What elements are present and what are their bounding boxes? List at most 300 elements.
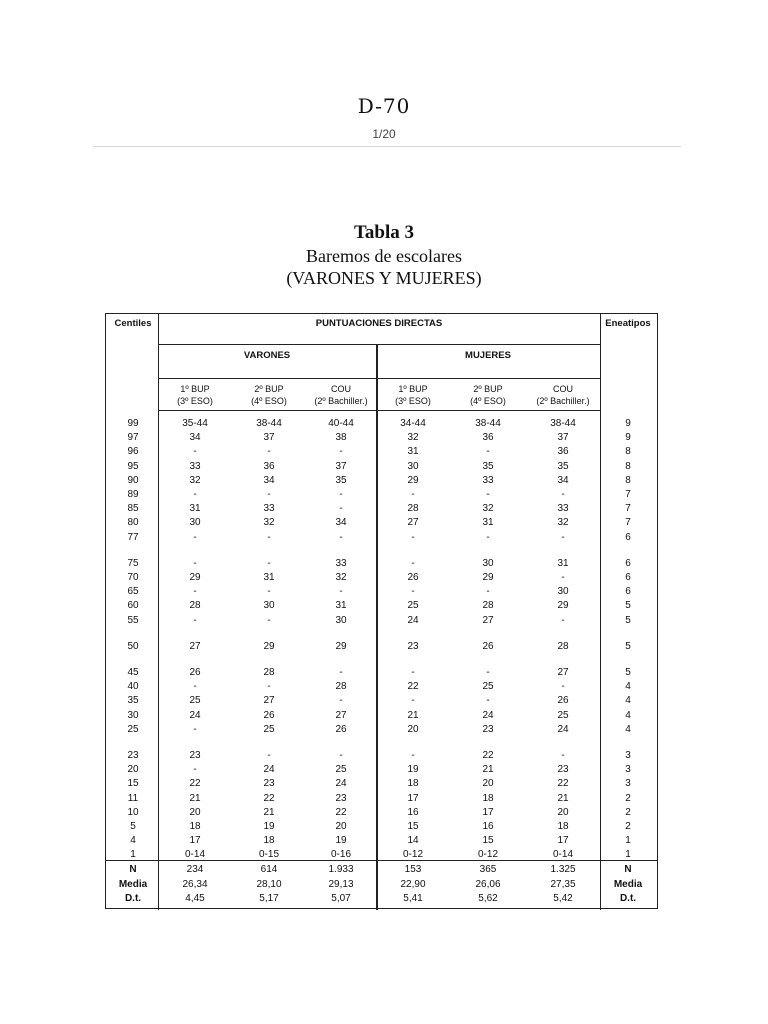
- score-cell: 22: [407, 681, 419, 693]
- summary-value: 234: [186, 864, 204, 875]
- score-cell: 23: [557, 764, 569, 776]
- table-row: [106, 557, 657, 571]
- eneatipo-cell: 7: [625, 517, 631, 529]
- header-mujeres: MUJERES: [465, 350, 511, 361]
- score-cell: 31: [263, 572, 275, 583]
- score-cell: -: [486, 667, 490, 678]
- score-cell: 0-12: [402, 849, 423, 861]
- score-cell: 23: [335, 792, 347, 804]
- summary-label: N: [624, 864, 632, 875]
- score-cell: 30: [189, 517, 201, 529]
- eneatipo-cell: 3: [625, 764, 631, 776]
- eneatipo-cell: 8: [625, 460, 631, 472]
- centile-cell: 45: [127, 667, 139, 678]
- eneatipo-cell: 3: [625, 778, 631, 790]
- score-cell: -: [486, 586, 490, 598]
- subheader-line1: 2º BUP: [254, 384, 284, 394]
- table-row: [106, 460, 657, 474]
- centile-cell: 89: [127, 489, 139, 500]
- score-cell: 22: [189, 778, 201, 790]
- score-cell: -: [267, 586, 271, 598]
- score-cell: 34: [335, 517, 347, 529]
- score-cell: -: [193, 614, 197, 626]
- table-row: [106, 792, 657, 806]
- score-cell: 33: [557, 503, 569, 515]
- score-cell: 19: [407, 764, 419, 776]
- table-row: [106, 502, 657, 516]
- score-cell: 25: [335, 764, 347, 776]
- score-cell: 30: [263, 600, 275, 612]
- centile-cell: 1: [130, 849, 136, 861]
- subheader-level: [232, 383, 306, 407]
- summary-value: 5,41: [403, 893, 423, 904]
- header-eneatipos: Eneatipos: [605, 318, 651, 329]
- score-cell: 0-14: [184, 849, 205, 861]
- score-cell: 33: [482, 474, 494, 486]
- score-cell: 37: [263, 432, 275, 444]
- score-cell: 22: [335, 806, 347, 818]
- score-cell: -: [486, 446, 490, 458]
- score-cell: 0-15: [258, 849, 279, 861]
- score-cell: 29: [263, 640, 275, 652]
- summary-value: 5,17: [259, 893, 279, 904]
- score-cell: 30: [557, 586, 569, 598]
- summary-value: 26,06: [475, 878, 501, 890]
- footer-divider: [106, 860, 657, 861]
- score-cell: 24: [263, 764, 275, 776]
- score-cell: 32: [557, 517, 569, 529]
- score-cell: 21: [482, 764, 494, 776]
- score-cell: 33: [189, 460, 201, 472]
- score-cell: 32: [407, 432, 419, 444]
- score-cell: 32: [482, 503, 494, 515]
- summary-row: [106, 892, 657, 907]
- centile-cell: 5: [130, 821, 136, 832]
- centile-cell: 10: [127, 806, 139, 818]
- score-cell: 26: [482, 640, 494, 652]
- score-cell: 25: [482, 681, 494, 693]
- score-cell: 31: [482, 517, 494, 529]
- header-varones: VARONES: [243, 350, 291, 361]
- subheader-line2: (4º ESO): [251, 396, 287, 406]
- subheader-level: [306, 383, 376, 407]
- score-cell: 22: [263, 792, 275, 804]
- table-row: [106, 749, 657, 763]
- centile-cell: 70: [127, 572, 139, 583]
- score-cell: 29: [482, 572, 494, 583]
- centile-cell: 96: [127, 446, 139, 458]
- subheader-line1: 1º BUP: [398, 384, 428, 394]
- eneatipo-cell: 5: [625, 640, 631, 652]
- summary-label: N: [129, 864, 137, 875]
- group-divider: [376, 344, 378, 910]
- subheader-level: [158, 383, 232, 407]
- table-row: [106, 516, 657, 530]
- subheader-line2: (2º Bachiller.): [536, 396, 590, 406]
- score-cell: -: [267, 531, 271, 543]
- score-cell: 30: [335, 614, 347, 626]
- score-cell: 0-16: [330, 849, 351, 861]
- subheader-line1: 1º BUP: [180, 384, 210, 394]
- score-cell: 19: [263, 821, 275, 832]
- score-cell: -: [411, 531, 415, 543]
- score-cell: 32: [263, 517, 275, 529]
- score-cell: 18: [189, 821, 201, 832]
- score-cell: 0-12: [477, 849, 498, 861]
- summary-label: D.t.: [619, 893, 637, 904]
- subheader-line1: COU: [331, 384, 351, 394]
- score-cell: -: [561, 489, 565, 500]
- score-cell: 40-44: [328, 418, 354, 429]
- summary-value: 5,62: [478, 893, 498, 904]
- eneatipo-cell: 6: [625, 572, 631, 583]
- score-cell: 18: [407, 778, 419, 790]
- centile-cell: 11: [127, 792, 139, 804]
- score-cell: -: [267, 614, 271, 626]
- score-cell: 26: [557, 695, 569, 707]
- subheader-line1: 2º BUP: [473, 384, 503, 394]
- row-divider: [158, 410, 600, 411]
- score-cell: 35: [557, 460, 569, 472]
- score-cell: 15: [482, 835, 494, 847]
- subheader-line2: (3º ESO): [177, 396, 213, 406]
- eneatipo-cell: 9: [625, 432, 631, 444]
- score-cell: 34: [557, 474, 569, 486]
- table-row: [106, 614, 657, 628]
- score-cell: 30: [482, 557, 494, 569]
- table-row: [106, 694, 657, 708]
- score-cell: 26: [263, 709, 275, 721]
- centile-cell: 55: [127, 614, 139, 626]
- summary-value: 4,45: [185, 893, 205, 904]
- table-row: [106, 488, 657, 502]
- eneatipo-cell: 4: [625, 709, 631, 721]
- score-cell: 28: [482, 600, 494, 612]
- score-cell: 28: [263, 667, 275, 678]
- eneatipo-cell: 1: [625, 849, 631, 861]
- table-row: [106, 585, 657, 599]
- table-row: [106, 723, 657, 737]
- subheader-line1: COU: [553, 384, 573, 394]
- score-cell: 29: [557, 600, 569, 612]
- score-cell: 22: [482, 750, 494, 761]
- score-cell: 28: [189, 600, 201, 612]
- centile-cell: 75: [127, 557, 139, 569]
- summary-value: 29,13: [328, 878, 354, 890]
- score-cell: -: [339, 531, 343, 543]
- score-cell: 21: [407, 709, 419, 721]
- summary-value: 5,07: [331, 893, 351, 904]
- summary-value: 1.325: [550, 864, 576, 875]
- subheader-line2: (3º ESO): [395, 396, 431, 406]
- summary-label: D.t.: [124, 893, 142, 904]
- score-cell: 31: [557, 557, 569, 569]
- eneatipo-cell: 4: [625, 681, 631, 693]
- table-row: [106, 834, 657, 848]
- score-cell: 29: [407, 474, 419, 486]
- table-row: [106, 763, 657, 777]
- score-cell: -: [193, 723, 197, 735]
- score-cell: 26: [189, 667, 201, 678]
- score-cell: 36: [482, 432, 494, 444]
- score-cell: -: [267, 750, 271, 761]
- score-cell: 37: [557, 432, 569, 444]
- score-cell: -: [339, 750, 343, 761]
- score-cell: 32: [335, 572, 347, 583]
- score-cell: -: [561, 681, 565, 693]
- score-cell: 27: [335, 709, 347, 721]
- score-cell: 31: [407, 446, 419, 458]
- score-cell: 20: [189, 806, 201, 818]
- centile-cell: 60: [127, 600, 139, 612]
- eneatipo-cell: 3: [625, 750, 631, 761]
- column-divider: [600, 314, 601, 910]
- centile-cell: 50: [127, 640, 139, 652]
- summary-value: 614: [260, 864, 278, 875]
- summary-value: 153: [404, 864, 422, 875]
- header-puntuaciones: PUNTUACIONES DIRECTAS: [315, 318, 443, 329]
- score-cell: -: [339, 695, 343, 707]
- score-cell: 18: [263, 835, 275, 847]
- score-cell: 0-14: [552, 849, 573, 861]
- score-cell: 24: [189, 709, 201, 721]
- score-cell: -: [193, 764, 197, 776]
- score-cell: 14: [407, 835, 419, 847]
- table-row: [106, 806, 657, 820]
- eneatipo-cell: 5: [625, 667, 631, 678]
- score-cell: -: [411, 489, 415, 500]
- table-row: [106, 571, 657, 585]
- score-cell: 15: [407, 821, 419, 832]
- baremos-table: [105, 313, 658, 909]
- centile-cell: 35: [127, 695, 139, 707]
- score-cell: -: [411, 750, 415, 761]
- score-cell: -: [339, 586, 343, 598]
- centile-cell: 99: [127, 418, 139, 429]
- score-cell: 24: [557, 723, 569, 735]
- eneatipo-cell: 5: [625, 600, 631, 612]
- score-cell: -: [339, 503, 343, 515]
- centile-cell: 40: [127, 681, 139, 693]
- score-cell: -: [193, 557, 197, 569]
- eneatipo-cell: 1: [625, 835, 631, 847]
- centile-cell: 30: [127, 709, 139, 721]
- score-cell: 31: [335, 600, 347, 612]
- score-cell: 26: [407, 572, 419, 583]
- eneatipo-cell: 6: [625, 557, 631, 569]
- score-cell: 21: [263, 806, 275, 818]
- score-cell: 18: [557, 821, 569, 832]
- score-cell: 17: [557, 835, 569, 847]
- score-cell: 33: [335, 557, 347, 569]
- score-cell: 35: [482, 460, 494, 472]
- score-cell: 29: [335, 640, 347, 652]
- table-row: [106, 777, 657, 791]
- table-row: [106, 640, 657, 654]
- score-cell: 27: [482, 614, 494, 626]
- score-cell: 17: [189, 835, 201, 847]
- summary-label: Media: [613, 878, 643, 890]
- score-cell: -: [561, 531, 565, 543]
- score-cell: -: [193, 681, 197, 693]
- score-cell: -: [193, 586, 197, 598]
- score-cell: 19: [335, 835, 347, 847]
- score-cell: -: [486, 531, 490, 543]
- centile-cell: 97: [127, 432, 139, 444]
- score-cell: 34: [189, 432, 201, 444]
- score-cell: -: [486, 489, 490, 500]
- score-cell: 20: [407, 723, 419, 735]
- score-cell: 21: [189, 792, 201, 804]
- score-cell: 34: [263, 474, 275, 486]
- score-cell: 24: [407, 614, 419, 626]
- row-divider: [158, 344, 600, 345]
- score-cell: 23: [263, 778, 275, 790]
- score-cell: 38-44: [475, 418, 501, 429]
- table-row: [106, 431, 657, 445]
- score-cell: 20: [482, 778, 494, 790]
- eneatipo-cell: 7: [625, 489, 631, 500]
- score-cell: 21: [557, 792, 569, 804]
- table-row: [106, 820, 657, 834]
- score-cell: 17: [407, 792, 419, 804]
- score-cell: -: [267, 489, 271, 500]
- table-row: [106, 666, 657, 680]
- summary-value: 27,35: [550, 878, 576, 890]
- score-cell: -: [267, 681, 271, 693]
- eneatipo-cell: 2: [625, 806, 631, 818]
- score-cell: 25: [407, 600, 419, 612]
- summary-value: 22,90: [400, 878, 426, 890]
- score-cell: 28: [557, 640, 569, 652]
- column-divider: [158, 314, 159, 910]
- table-row: [106, 709, 657, 723]
- score-cell: -: [267, 446, 271, 458]
- score-cell: 25: [189, 695, 201, 707]
- centile-cell: 65: [127, 586, 139, 598]
- score-cell: 34-44: [400, 418, 426, 429]
- score-cell: 27: [557, 667, 569, 678]
- table-subtitle-groups: (VARONES Y MUJERES): [286, 268, 482, 288]
- table-row: [106, 417, 657, 431]
- eneatipo-cell: 6: [625, 531, 631, 543]
- score-cell: -: [339, 667, 343, 678]
- score-cell: -: [193, 446, 197, 458]
- table-row: [106, 445, 657, 459]
- score-cell: 25: [557, 709, 569, 721]
- score-cell: 30: [407, 460, 419, 472]
- score-cell: -: [339, 446, 343, 458]
- centile-cell: 80: [127, 517, 139, 529]
- score-cell: -: [561, 750, 565, 761]
- table-subtitle: Baremos de escolares: [306, 246, 462, 266]
- score-cell: 24: [335, 778, 347, 790]
- subheader-line2: (4º ESO): [470, 396, 506, 406]
- score-cell: -: [267, 557, 271, 569]
- eneatipo-cell: 8: [625, 446, 631, 458]
- eneatipo-cell: 5: [625, 614, 631, 626]
- eneatipo-cell: 6: [625, 586, 631, 598]
- score-cell: 35: [335, 474, 347, 486]
- score-cell: -: [561, 614, 565, 626]
- subheader-level: [376, 383, 450, 407]
- summary-value: 5,42: [553, 893, 573, 904]
- score-cell: 26: [335, 723, 347, 735]
- score-cell: 36: [263, 460, 275, 472]
- centile-cell: 25: [127, 723, 139, 735]
- header-centiles: Centiles: [114, 318, 152, 329]
- score-cell: 16: [407, 806, 419, 818]
- summary-row: [106, 878, 657, 893]
- score-cell: -: [411, 695, 415, 707]
- score-cell: 28: [407, 503, 419, 515]
- summary-value: 28,10: [256, 878, 282, 890]
- score-cell: 38-44: [256, 418, 282, 429]
- centile-cell: 4: [130, 835, 136, 847]
- row-divider: [158, 378, 600, 379]
- summary-row: [106, 863, 657, 878]
- score-cell: 36: [557, 446, 569, 458]
- eneatipo-cell: 8: [625, 474, 631, 486]
- centile-cell: 23: [127, 750, 139, 761]
- score-cell: 27: [407, 517, 419, 529]
- centile-cell: 77: [127, 531, 139, 543]
- score-cell: 38: [335, 432, 347, 444]
- table-row: [106, 531, 657, 545]
- eneatipo-cell: 4: [625, 695, 631, 707]
- score-cell: -: [411, 586, 415, 598]
- score-cell: 22: [557, 778, 569, 790]
- score-cell: 35-44: [182, 418, 208, 429]
- score-cell: 37: [335, 460, 347, 472]
- subheader-level: [450, 383, 526, 407]
- eneatipo-cell: 2: [625, 792, 631, 804]
- table-row: [106, 474, 657, 488]
- doc-title: D-70: [357, 94, 411, 118]
- score-cell: 16: [482, 821, 494, 832]
- score-cell: 33: [263, 503, 275, 515]
- eneatipo-cell: 4: [625, 723, 631, 735]
- score-cell: -: [411, 557, 415, 569]
- score-cell: -: [193, 531, 197, 543]
- score-cell: 24: [482, 709, 494, 721]
- subheader-line2: (2º Bachiller.): [314, 396, 368, 406]
- score-cell: -: [486, 695, 490, 707]
- page-number: 1/20: [372, 127, 396, 141]
- score-cell: 23: [482, 723, 494, 735]
- summary-value: 365: [479, 864, 497, 875]
- table-title: Tabla 3: [353, 222, 415, 243]
- table-row: [106, 680, 657, 694]
- score-cell: 27: [263, 695, 275, 707]
- score-cell: 29: [189, 572, 201, 583]
- score-cell: 20: [335, 821, 347, 832]
- eneatipo-cell: 2: [625, 821, 631, 832]
- score-cell: 38-44: [550, 418, 576, 429]
- centile-cell: 85: [127, 503, 139, 515]
- score-cell: -: [193, 489, 197, 500]
- header-divider: [93, 146, 681, 147]
- score-cell: 28: [335, 681, 347, 693]
- eneatipo-cell: 9: [625, 418, 631, 429]
- eneatipo-cell: 7: [625, 503, 631, 515]
- centile-cell: 15: [127, 778, 139, 790]
- summary-value: 26,34: [182, 878, 208, 890]
- centile-cell: 90: [127, 474, 139, 486]
- score-cell: 23: [407, 640, 419, 652]
- score-cell: -: [339, 489, 343, 500]
- subheader-level: [526, 383, 600, 407]
